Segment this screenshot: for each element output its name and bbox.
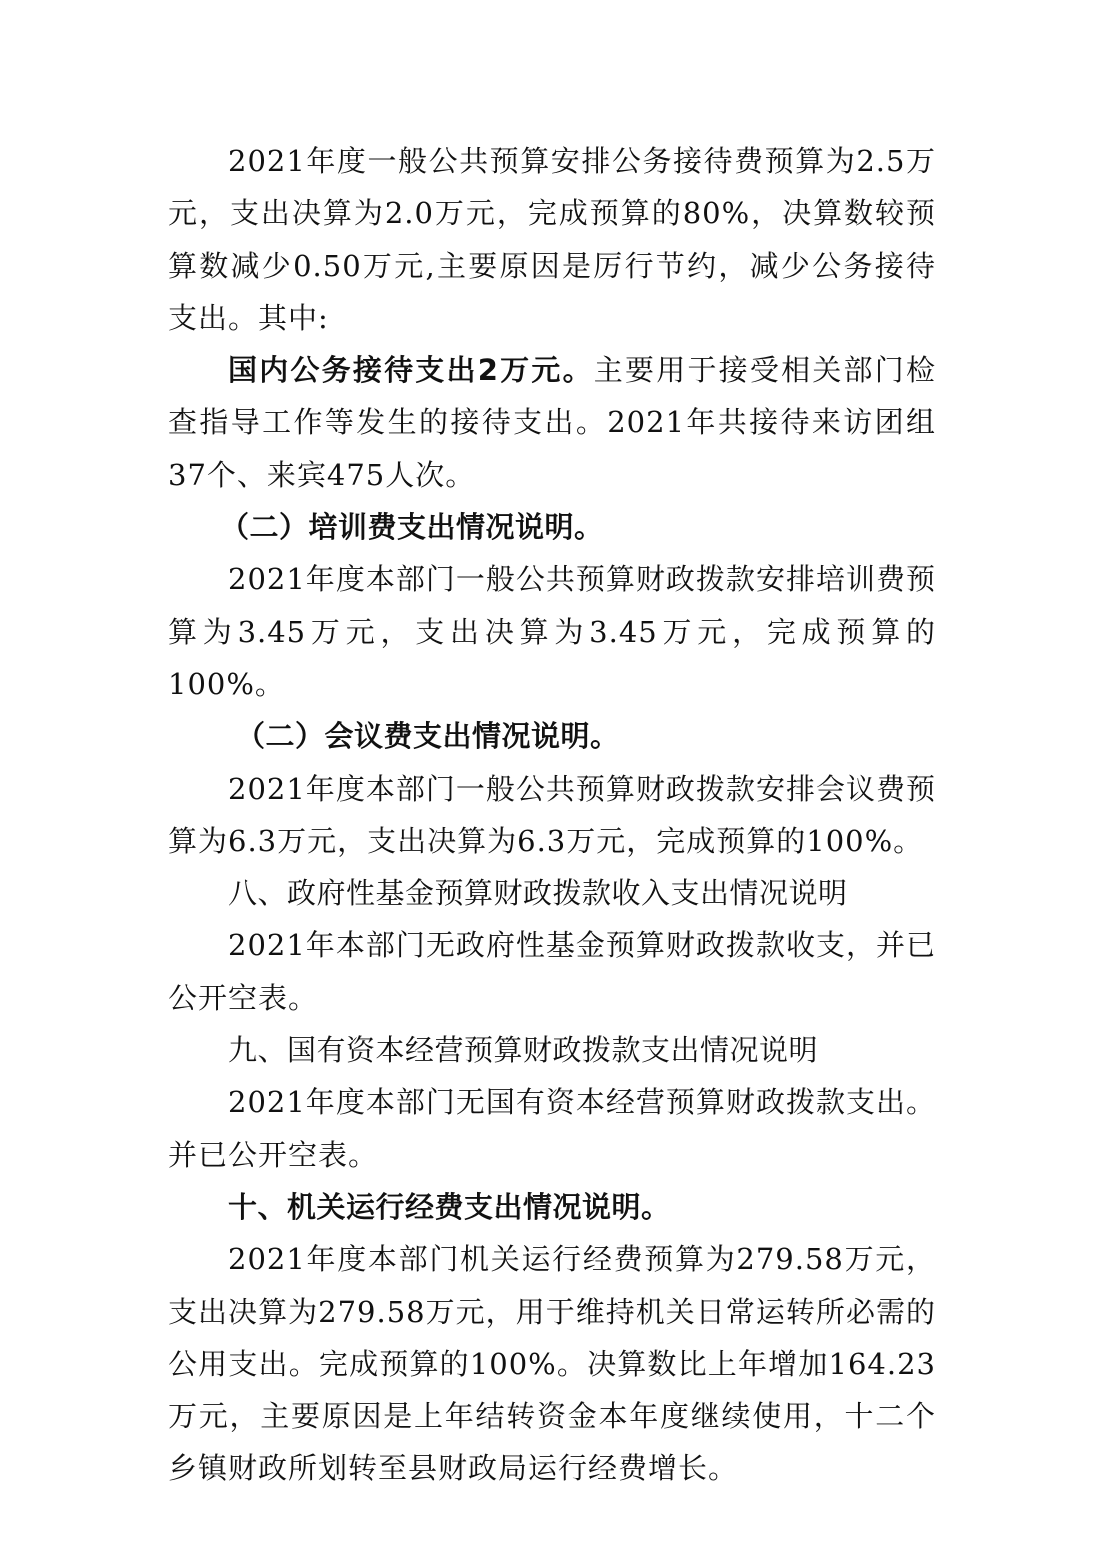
section-9-heading: 九、国有资本经营预算财政拨款支出情况说明 (228, 1033, 819, 1068)
training-paragraph: 2021年度本部门一般公共预算财政拨款安排培训费预算为3.45万元，支出决算为3.45万元，完成预算的100%。 (168, 562, 936, 701)
section-8-paragraph: 2021年本部门无政府性基金预算财政拨款收支，并已公开空表。 (168, 928, 936, 1015)
meeting-heading: （二）会议费支出情况说明。 (236, 719, 620, 754)
section-8-heading: 八、政府性基金预算财政拨款收入支出情况说明 (228, 876, 848, 911)
section-10-paragraph: 2021年度本部门机关运行经费预算为279.58万元，支出决算为279.58万元，用于维持机关日常运转所必需的公用支出。完成预算的100%。决算数比上年增加164.23万元，主要原因是上年结转资金本年度继续使用，十二个乡镇财政所划转至县财政局运行经费增长。 (168, 1242, 936, 1486)
document-page (168, 135, 936, 1495)
section-10-heading: 十、机关运行经费支出情况说明。 (228, 1189, 671, 1224)
training-heading: （二）培训费支出情况说明。 (220, 510, 604, 545)
domestic-reception-detail: 主要用于接受相关部门检查指导工作等发生的接待支出。2021年共接待来访团组37个、来宾475人次。 (168, 353, 936, 492)
meeting-paragraph: 2021年度本部门一般公共预算财政拨款安排会议费预算为6.3万元，支出决算为6.3万元，完成预算的100%。 (168, 771, 936, 858)
domestic-reception-lead: 国内公务接待支出2万元。 (228, 353, 594, 388)
domestic-reception-paragraph (168, 344, 936, 501)
reception-budget-paragraph: 2021年度一般公共预算安排公务接待费预算为2.5万元，支出决算为2.0万元，完成预算的80%，决算数较预算数减少0.50万元,主要原因是厉行节约，减少公务接待支出。其中: (168, 144, 936, 335)
section-9-paragraph: 2021年度本部门无国有资本经营预算财政拨款支出。并已公开空表。 (168, 1085, 936, 1172)
